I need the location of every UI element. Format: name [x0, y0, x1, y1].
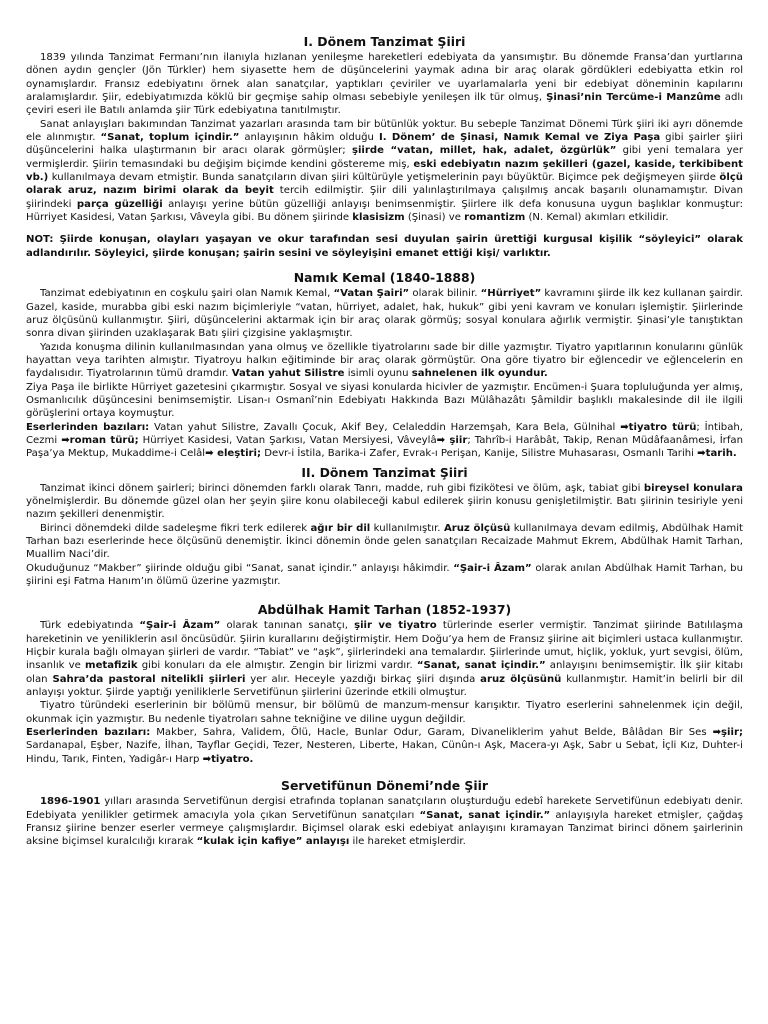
text-run: kullanılmıştır. [370, 522, 444, 534]
works-paragraph [26, 726, 743, 766]
text-run: Tiyatro türündeki eserlerinin bir bölümü mensur, bir bölümü de manzum-mensur karışıktır. Tiyatro eserlerini sahnelenmek için değil, okunmak için yazmıştır. Bu nedenle tiyatroları sahne tekniğine ve diline uygun değildir. [26, 700, 743, 725]
section-title: Namık Kemal (1840-1888) [293, 270, 476, 286]
bold-text: şiirde “vatan, millet, hak, adalet, özgürlük” [351, 145, 617, 157]
text-run: Makber, Sahra, Validem, Ölü, Hacle, Bunlar Odur, Garam, Divaneliklerim yahut Belde, Bâlâdan Bir Ses [150, 727, 713, 739]
section-title: Servetifünun Dönemi’nde Şiir [281, 778, 488, 794]
bold-text: Şinasi’nin Tercüme-i Manzûme [546, 92, 721, 104]
text-run: yönelmişlerdir. Bu dönemde güzel olan her şeyin şiire konu olabileceği kabul edilerek şiirin konusu genişletilmiştir. Batı şiirinin tesiriyle yeni nazım şekilleri denenmiştir. [26, 495, 743, 521]
text-run: tercih edilmiştir. Şiir dili yalınlaştırılmaya çalışılmış ancak başarılı olunamamıştır. Divan şiirindeki [26, 185, 744, 210]
paragraph [26, 341, 743, 381]
text-run: olarak anılan Abdülhak Hamit Tarhan, bu şiirini eşi Fatma Hanım’ın ölümü üzerine yazmıştır. [26, 562, 743, 588]
paragraph [26, 619, 743, 699]
text-run: gibi konuları da ele almıştır. Zengin bir lirizmi vardır. [137, 660, 417, 672]
bold-text: ölçü olarak aruz, nazım birimi olarak da beyit [26, 172, 743, 197]
text-run: gibi yeni temalara yer vermişlerdir. Şiirin temasındaki bu değişim biçimde kendini göstereme miş, [26, 145, 743, 170]
bold-text: ➡tiyatro türü [620, 421, 697, 433]
bold-text: bireysel konulara [643, 482, 743, 494]
bold-text: Sahra’da pastoral nitelikli şiirleri [52, 673, 246, 685]
text-run: yer alır. Heceyle yazdığı birkaç şiiri dışında [245, 673, 481, 685]
text-run: kullanmıştır. Hamit’in belirli bir dil anlayışı yoktur. Şiirde yaptığı yeniliklerle Servetifünun şiirlerini üzerinde etkili olmuştur. [26, 673, 743, 699]
paragraph [26, 482, 743, 522]
bold-text: parça güzelliği [76, 198, 163, 210]
bold-text: “Şair-i Âzam” [139, 620, 221, 632]
bold-text: “Sanat, sanat içindir.” [416, 660, 546, 672]
paragraph [26, 699, 743, 726]
text-run: ile hareket etmişlerdir. [349, 836, 466, 848]
bold-text: “Vatan Şairi” [333, 288, 410, 300]
bold-text: “Şair-i Âzam” [453, 562, 532, 574]
section-title: Abdülhak Hamit Tarhan (1852-1937) [257, 602, 512, 618]
text-run: gibi şairler şiiri düşüncelerini halka ulaştırmanın bir aracı olarak görmüşler; [26, 132, 743, 157]
bold-text: ağır bir dil [310, 522, 371, 534]
works-paragraph [26, 421, 743, 461]
paragraph [26, 522, 743, 562]
bold-text: “Hürriyet” [480, 288, 542, 300]
text-run: Sardanapal, Eşber, Nazife, İlhan, Tayflar Geçidi, Tezer, Nesteren, Liberte, Hakan, Cünûn-ı Aşk, Macera-yı Aşk, Sabr u Sebat, İçli Kız, Duhter-i Hindu, Tarık, Finten, Yadigâr-ı Harp [26, 740, 743, 765]
bold-text: eski edebiyatın nazım şekilleri (gazel, kaside, terkibibent vb.) [26, 158, 743, 184]
bold-text: romantizm [464, 212, 526, 224]
bold-text: Eserlerinden bazıları: [26, 421, 150, 433]
note-paragraph [26, 233, 743, 260]
text-run: olarak tanınan sanatçı, [220, 620, 355, 632]
paragraph [26, 51, 743, 118]
text-run: (Şinasi) ve [404, 212, 465, 224]
text-run: ; Tahrîb-i Harâbât, Takip, Renan Müdâfaanâmesi, İrfan Paşa’ya Mektup, Mukaddime-i Celâl [26, 434, 743, 460]
bold-text: ➡tiyatro. [202, 753, 254, 765]
section-title: I. Dönem Tanzimat Şiiri [303, 34, 466, 49]
section-title: II. Dönem Tanzimat Şiiri [301, 464, 468, 480]
text-run: Hürriyet Kasidesi, Vatan Şarkısı, Vatan Mersiyesi, Vâveylâ [138, 434, 437, 446]
bold-text: sahnelenen ilk oyundur. [411, 368, 548, 380]
text-run: isimli oyunu [344, 368, 412, 380]
text-run: kullanılmaya devam edilmiş, Abdülhak Hamit Tarhan bazı eserlerinde hece ölçüsünü denemiştir. İkinci dönemin önde gelen sanatçıları Recaizade Mahmut Ekrem, Abdülhak Hamit Tarhan, Muallim Naci’dir. [26, 522, 743, 561]
paragraph [26, 118, 743, 225]
bold-text: ➡roman türü; [61, 434, 139, 446]
bold-text: metafizik [85, 660, 138, 672]
text-run: Okuduğunuz “Makber” şiirinde olduğu gibi “Sanat, sanat içindir.” anlayışı hâkimdir. [26, 562, 454, 574]
text-run: yılları arasında Servetifünun dergisi etrafında toplanan sanatçıların oluşturduğu edebî harekete Servetifünun edebiyatı denir. Edebiyata yenilikler getirmek amacıyla yola çıkan Servetifünun sanatçıları [26, 796, 743, 821]
text-run: anlayışıyla hareket etmişler, çağdaş Fransız şiirine benzer eserler vermeye çalışmışlardır. Biçimsel olarak eski edebiyat anlayışını kıramayan Tanzimat birinci dönem şairlerinin aksine biçimsel kuralcılığı kırarak [26, 809, 743, 848]
text-run: anlayışını benimsemiştir. İlk şiir kitabı olan [26, 660, 743, 685]
text-run: 1839 yılında Tanzimat Fermanı’nın ilanıyla hızlanan yenileşme hareketleri edebiyata da yansımıştır. Bu dönemde Fransa’dan yurtlarına dönen aydın gençler (Jön Türkler) hem siyasette hem de düşüncelerini yaymak adına bir araç olarak gördükleri edebiyatta etkin rol oynamışlardır. Fransız edebiyatını örnek alan sanatçılar, yaptıkları çeviriler ve uyarlamalarla yeni bir edebiyat döneminin kapılarını aralamışlardır. Şiir, edebiyatımızda köklü bir geçmişe sahip olması sebebiyle yenileşen ilk tür olmuş, [26, 52, 743, 104]
bold-text: ➡ eleştiri; [205, 448, 262, 460]
section-namik-kemal [26, 270, 743, 460]
paragraph [26, 562, 743, 589]
text-run: adlı çeviri eseri ile Batılı anlamda şiir Türk edebiyatına tanıtılmıştır. [26, 92, 743, 117]
text-run: Ziya Paşa ile birlikte Hürriyet gazetesini çıkarmıştır. Sosyal ve siyasi konularda hicivler de yazmıştır. Encümen-i Şuara topluluğunda yer almış, Osmanlıcılık düşüncesini benimsemiştir. Lisan-ı Osmanî’nin Edebiyatı Hakkında Bazı Mülâhazâtı Şâmildir başlıklı makalesinde dil ile ilgili görüşlerini ortaya koymuştur. [26, 381, 743, 420]
bold-text: ➡şiir; [712, 727, 743, 739]
text-run: Tanzimat edebiyatının en coşkulu şairi olan Namık Kemal, [40, 288, 334, 300]
bold-text: şiir ve tiyatro [354, 620, 437, 632]
text-run: ; İntibah, Cezmi [26, 421, 743, 446]
text-run: olarak bilinir. [409, 288, 481, 300]
text-run: Birinci dönemdeki dilde sadeleşme fikri terk edilerek [40, 522, 311, 534]
bold-text: NOT: Şiirde konuşan, olayları yaşayan ve okur tarafından sesi duyulan şairin ürettiği kurgusal kişilik “söyleyici” olarak adlandırılır. Söyleyici, şiirde konuşan; şairin sesini ve söyleyişini emanet ettiği kişi/ varlıktır. [26, 234, 743, 259]
text-run: Sanat anlayışları bakımından Tanzimat yazarları arasında tam bir bütünlük yoktur. Bu sebeple Tanzimat Dönemi Türk şiiri iki ayrı dönemde ele alınmıştır. [26, 118, 743, 144]
text-run: anlayışı yerine bütün güzelliği anlayışı benimsenmiştir. Şiirlere ilk defa konusuna uygun başlıklar konmuştur: Hürriyet Kasidesi, Vatan Şarkısı, Vâveyla gibi. Bu dönem şiirinde [26, 198, 744, 224]
text-run: Tanzimat ikinci dönem şairleri; birinci dönemden farklı olarak Tanrı, madde, ruh gibi fizikötesi ve ölüm, aşk, tabiat gibi [40, 482, 644, 494]
paragraph [26, 795, 743, 848]
text-run: kavramını şiirde ilk kez kullanan şairdir. Gazel, kaside, murabba gibi eski nazım biçimleriyle “vatan, hürriyet, adalet, hak, hukuk” gibi yeni kavram ve konuları işlemiştir. Şiirlerinde aruz ölçüsünü kullanmıştır. Şiiri, düşüncelerini aktarmak için bir araç olarak görmüş; sosyal konulara ağırlık vermiştir. Şinasi’yle tanıştıktan sonra divan şiirinden uzaklaşarak Batı şiiri çizgisine yaklaşmıştır. [26, 288, 743, 340]
text-run: kullanılmaya devam etmiştir. Bunda sanatçıların divan şiiri kültürüyle yetişmelerinin payı büyüktür. Biçimce pek değişmeyen şiirde [48, 172, 720, 184]
bold-text: “kulak için kafiye” anlayışı [196, 836, 350, 848]
text-run: Yazıda konuşma dilinin kullanılmasından yana olmuş ve özellikle tiyatrolarını sade bir dille yazmıştır. Tiyatro yapıtlarının konularını günlük hayattan veya tarihten almıştır. Tiyatroyu halkın eğitiminde bir araç olarak görmüştür. Ona göre tiyatro bir eğlencedir ve eğlencelerin en faydalısıdır. Tiyatrolarının tümü dramdır. [26, 341, 743, 380]
bold-text: Eserlerinden bazıları: [26, 727, 151, 739]
text-run: anlayışının hâkim olduğu [239, 132, 379, 144]
bold-text: Aruz ölçüsü [443, 522, 511, 534]
bold-text: ➡ şiir [436, 434, 468, 446]
bold-text: klasisizm [352, 212, 405, 224]
text-run: Türk edebiyatında [40, 620, 140, 632]
section-tanzimat-1 [26, 34, 743, 260]
paragraph [26, 287, 743, 340]
bold-text: I. Dönem’ de Şinasi, Namık Kemal ve Ziya Paşa [378, 132, 661, 144]
bold-text: Vatan yahut Silistre [231, 368, 345, 380]
bold-text: 1896-1901 [40, 796, 101, 808]
text-run: Vatan yahut Silistre, Zavallı Çocuk, Akif Bey, Celaleddin Harzemşah, Kara Bela, Gülnihal [149, 421, 621, 433]
paragraph [26, 381, 743, 421]
bold-text: “Sanat, sanat içindir.” [419, 809, 551, 821]
bold-text: ➡tarih. [697, 448, 737, 460]
text-run: (N. Kemal) akımları etkilidir. [525, 212, 669, 224]
text-run: türlerinde eserler vermiştir. Tanzimat şiirinde Batılılaşma hareketinin ve yeniliklerin asıl öncüsüdür. Şiirin kurallarını değiştirmiştir. Hem Doğu’ya hem de Fransız şiirine ait biçimleri ustaca kullanmıştır. Hiçbir kurala bağlı olmayan şiirleri de vardır. “Tabiat” ve “aşk”, şiirlerindeki ana temalardır. Şiirlerinde umut, hiçlik, yokluk, yurt sevgisi, ölüm, insanlık ve [26, 620, 744, 672]
bold-text: aruz ölçüsünü [480, 673, 562, 685]
section-abdulhak-hamit [26, 602, 743, 766]
section-servetifunun [26, 778, 743, 848]
bold-text: “Sanat, toplum içindir.” [100, 132, 240, 144]
text-run: Devr-i İstila, Barika-i Zafer, Evrak-ı Perişan, Kanije, Silistre Muhasarası, Osmanlı Tarihi [261, 448, 698, 460]
section-tanzimat-2 [26, 465, 743, 589]
